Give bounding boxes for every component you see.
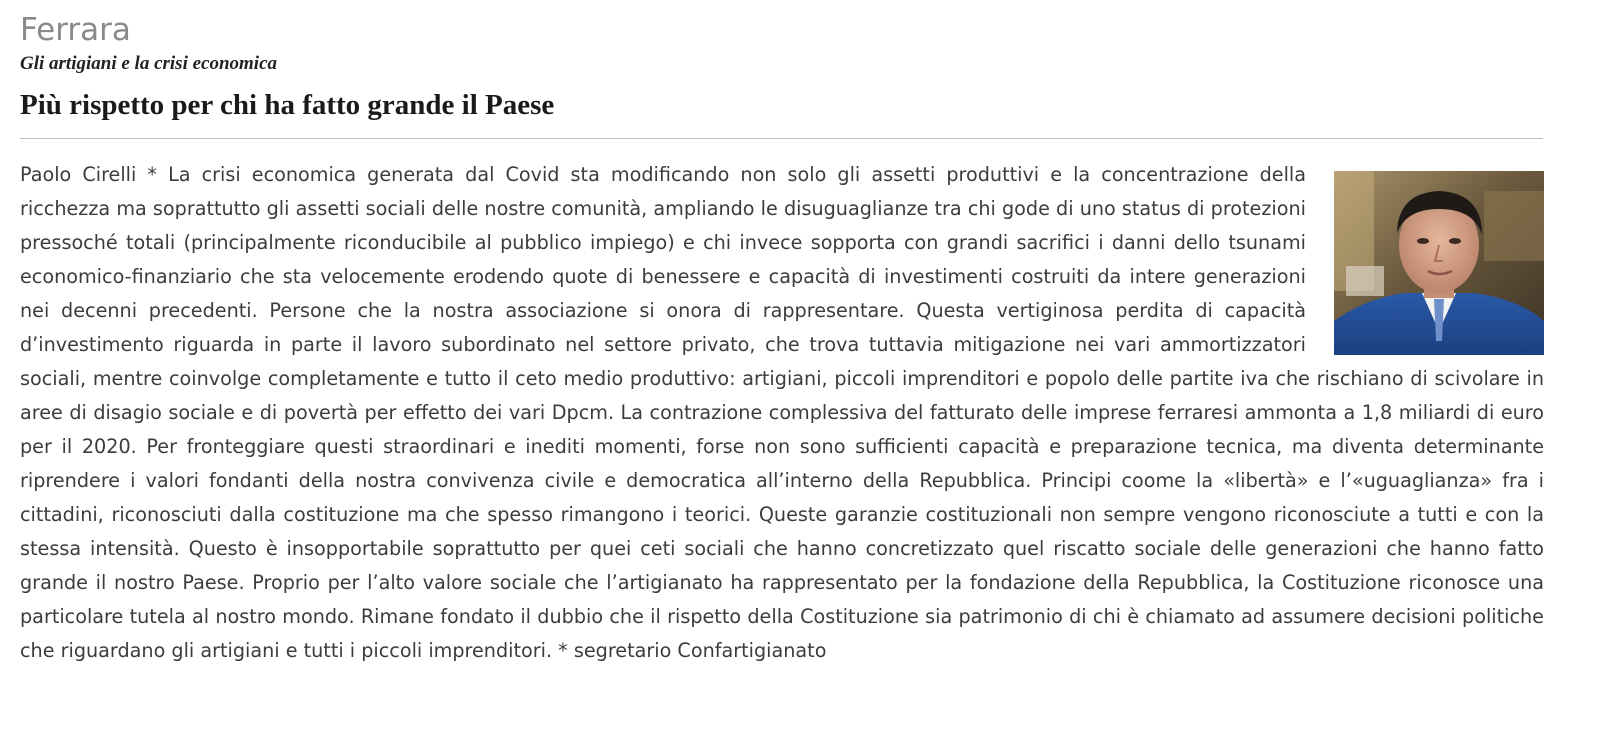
article-headline: Più rispetto per chi ha fatto grande il Paese <box>20 89 555 121</box>
section-title: Ferrara <box>20 12 131 48</box>
divider <box>20 138 1543 139</box>
author-photo <box>1334 171 1544 355</box>
article-kicker: Gli artigiani e la crisi economica <box>20 53 278 74</box>
article-body <box>20 158 1544 668</box>
article-text: Paolo Cirelli * La crisi economica generata dal Covid sta modificando non solo gli assetti produttivi e la concentrazione della ricchezza ma soprattutto gli assetti sociali delle nostre comunità, ampliando le disuguaglianze tra chi gode di uno status di protezioni pressoché totali (principalmente riconducibile al pubblico impiego) e chi invece sopporta con grandi sacrifici i danni dello tsunami economico-finanziario che sta velocemente erodendo quote di benessere e capacità di investimenti costruiti da intere generazioni nei decenni precedenti. Persone che la nostra associazione si onora di rappresentare. Questa vertiginosa perdita di capacità d’investimento riguarda in parte il lavoro subordinato nel settore privato, che trova tuttavia mitigazione nei vari ammortizzatori sociali, mentre coinvolge completamente e tutto il ceto medio produttivo: artigiani, piccoli imprenditori e popolo delle partite iva che rischiano di scivolare in aree di disagio sociale e di povertà per effetto dei vari Dpcm. La contrazione complessiva del fatturato delle imprese ferraresi ammonta a 1,8 miliardi di euro per il 2020. Per fronteggiare questi straordinari e inediti momenti, forse non sono sufficienti capacità e preparazione tecnica, ma diventa determinante riprendere i valori fondanti della nostra convivenza civile e democratica all’interno della Repubblica. Principi coome la «libertà» e l’«uguaglianza» fra i cittadini, riconosciuti dalla costituzione ma che spesso rimangono i teorici. Queste garanzie costituzionali non sempre vengono riconosciute a tutti e con la stessa intensità. Questo è insopportabile soprattutto per quei ceti sociali che hanno concretizzato quel riscatto sociale delle generazioni che hanno fatto grande il nostro Paese. Proprio per l’alto valore sociale che l’artigianato ha rappresentato per la fondazione della Repubblica, la Costituzione riconosce una particolare tutela al nostro mondo. Rimane fondato il dubbio che il rispetto della Costituzione sia patrimonio di chi è chiamato ad assumere decisioni politiche che riguardano gli artigiani e tutti i piccoli imprenditori. * segretario Confartigianato <box>20 163 1544 662</box>
